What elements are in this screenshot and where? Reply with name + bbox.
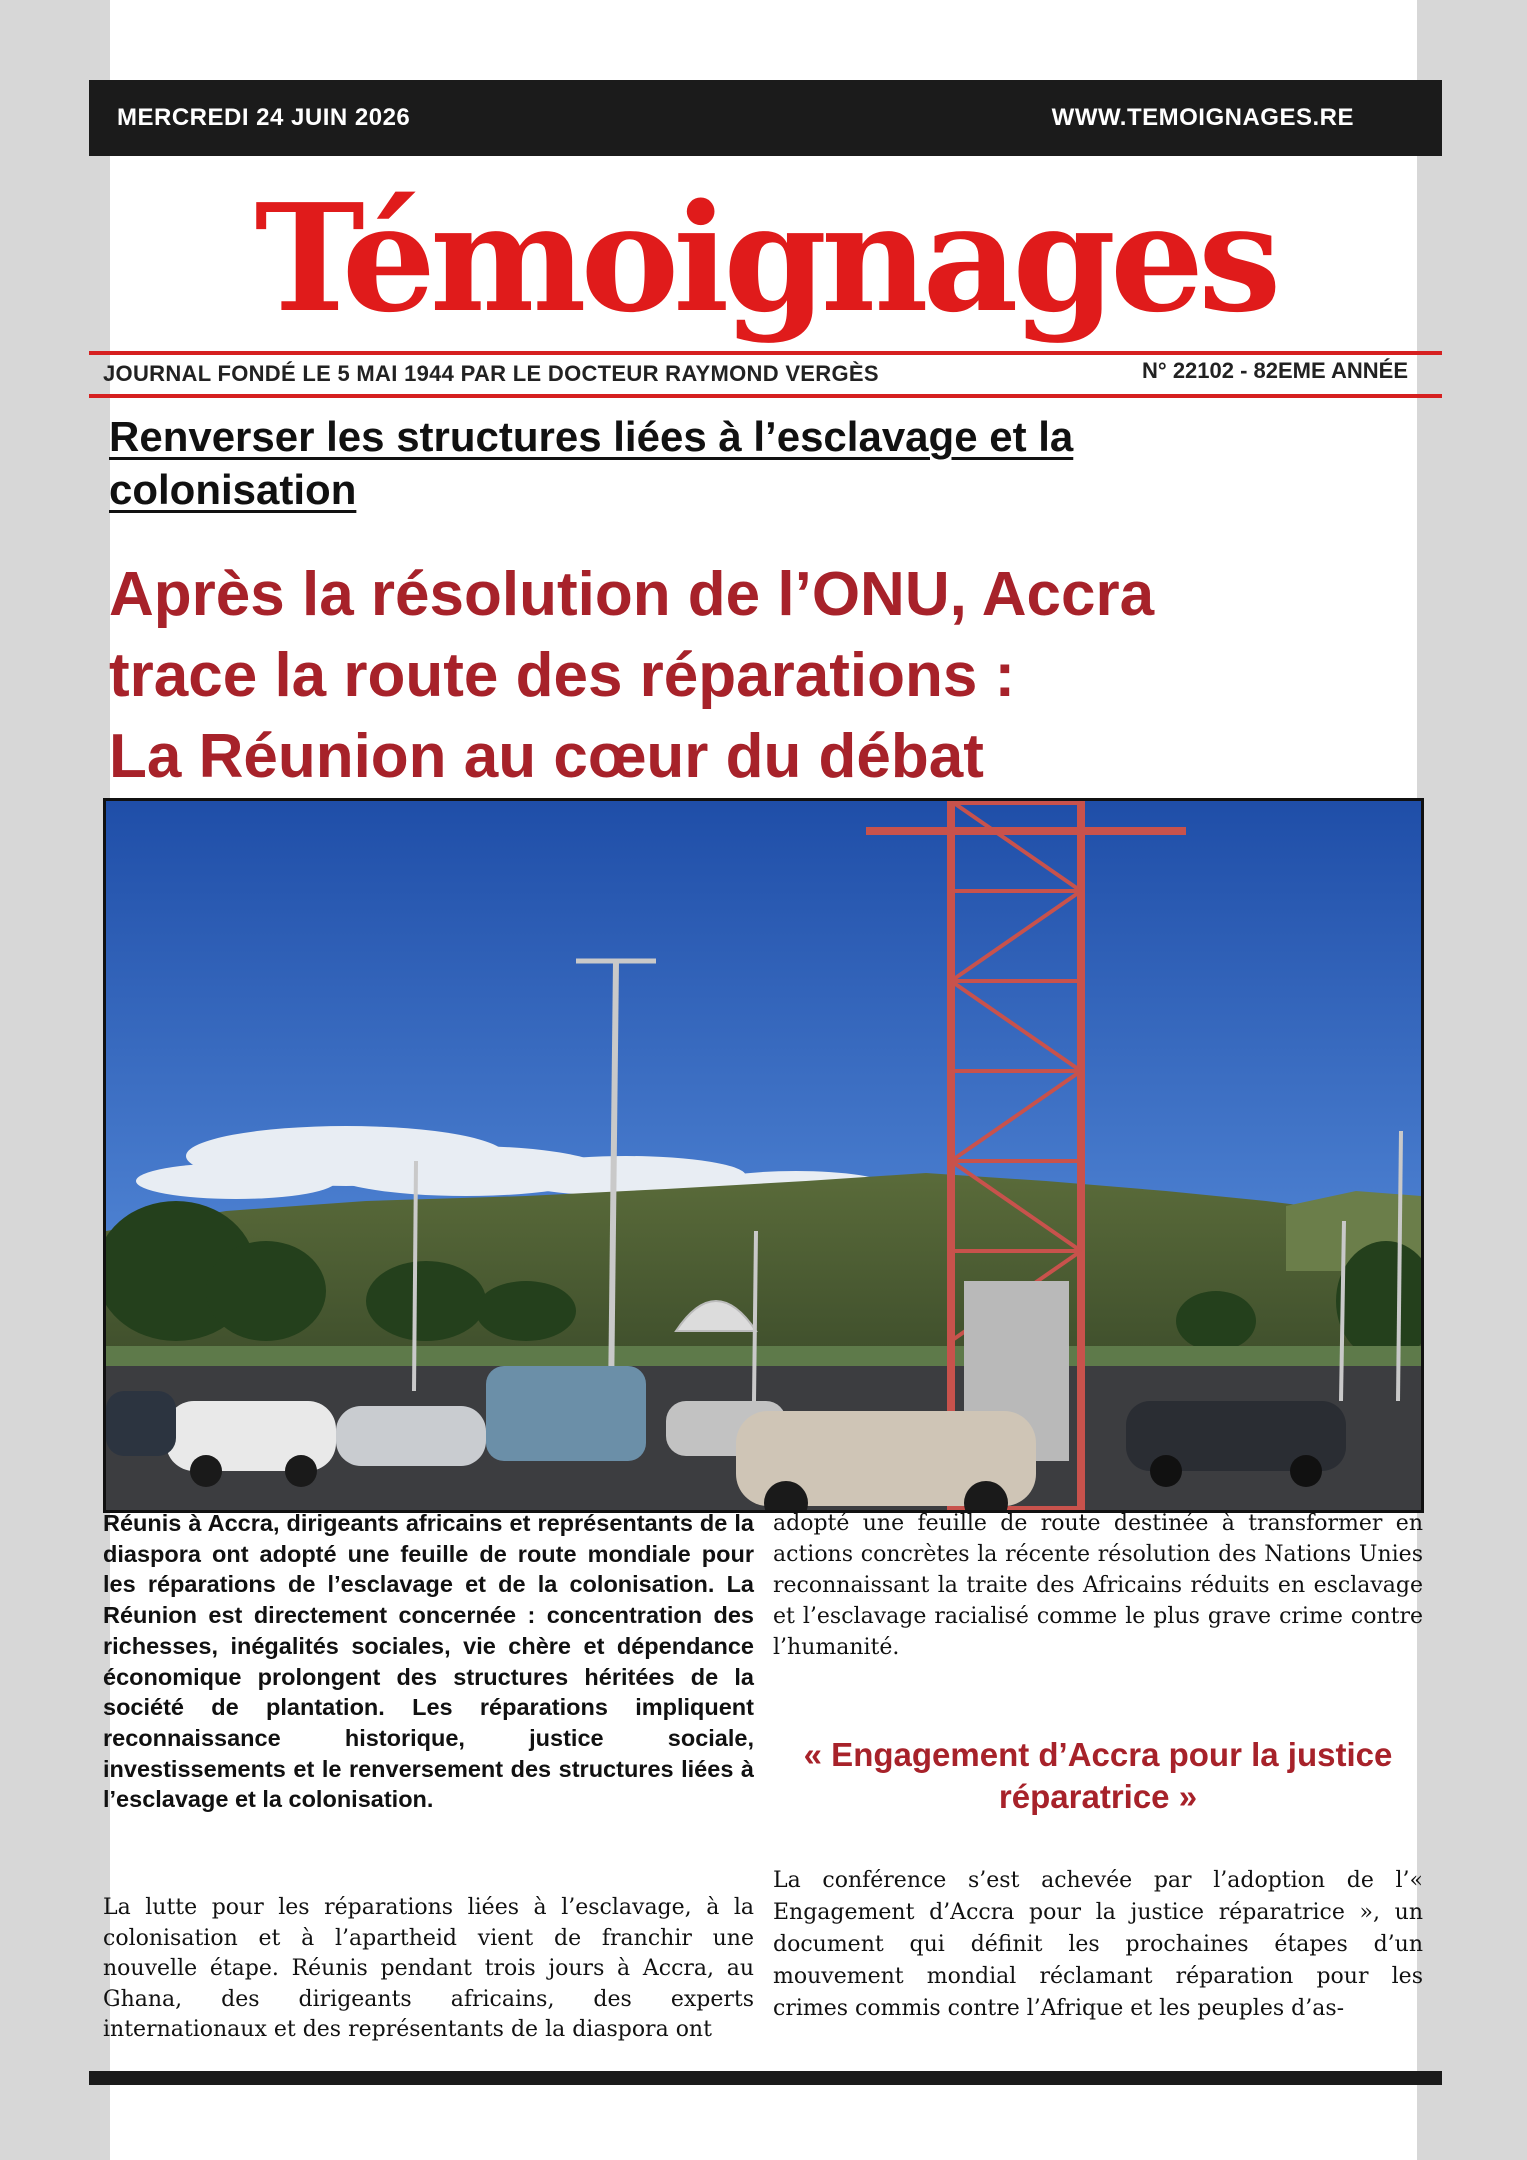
masthead-rule-bottom <box>89 394 1442 398</box>
founded-line: JOURNAL FONDÉ LE 5 MAI 1944 PAR LE DOCTEUR RAYMOND VERGÈS <box>103 361 879 386</box>
masthead-logo: Témoignages <box>254 171 1276 345</box>
issue-number: N° 22102 - 82EME ANNÉE <box>1142 358 1408 383</box>
issue-date: MERCREDI 24 JUIN 2026 <box>117 104 411 131</box>
article-body-col1: La lutte pour les réparations liées à l’esclavage, à la colonisation et à l’apartheid vient de franchir une nouvelle étape. Réunis pendant trois jours à Accra, au Ghana, des dirigeants africains, des experts internationaux et des représentants de la diaspora ont <box>103 1895 754 2042</box>
top-bar <box>89 80 1442 156</box>
headline-line: Après la résolution de l’ONU, Accra <box>109 560 1155 629</box>
website-link[interactable]: WWW.TEMOIGNAGES.RE <box>1051 104 1354 131</box>
bottom-bar <box>89 2071 1442 2085</box>
article-headline <box>109 554 1359 797</box>
article-subhead: « Engagement d’Accra pour la justice réparatrice » <box>803 1736 1393 1815</box>
article-body-col2: adopté une feuille de route destinée à transformer en actions concrètes la récente résolution des Nations Unies reconnaissant la traite des Africains réduits en esclavage et l’esclavage racialisé comme le plus grave crime contre l’humanité. <box>773 1511 1423 1660</box>
parking-lot-photo <box>106 801 1421 1510</box>
hedge <box>106 1346 1421 1366</box>
article-kicker: Renverser les structures liées à l’esclavage et la colonisation <box>109 413 1074 513</box>
article-lead: Réunis à Accra, dirigeants africains et représentants de la diaspora ont adopté une feuille de route mondiale pour les réparations de l’esclavage et de la colonisation. La Réunion est directement concernée : concentration des richesses, inégalités sociales, vie chère et dépendance économique prolongent des structures héritées de la société de plantation. Les réparations impliquent reconnaissance historique, justice sociale, investissements et le renversement des structures liées à l’esclavage et la colonisation. <box>103 1510 754 1813</box>
headline-line: La Réunion au cœur du débat <box>109 722 984 791</box>
headline-line: trace la route des réparations : <box>109 641 1016 710</box>
masthead-rule-top <box>89 351 1442 355</box>
article-photo <box>103 798 1424 1513</box>
article-body-col2-cont: La conférence s’est achevée par l’adoption de l’« Engagement d’Accra pour la justice réparatrice », un document qui définit les prochaines étapes d’un mouvement mondial réclamant réparation pour les crimes commis contre l’Afrique et les peuples d’as- <box>773 1868 1423 2021</box>
